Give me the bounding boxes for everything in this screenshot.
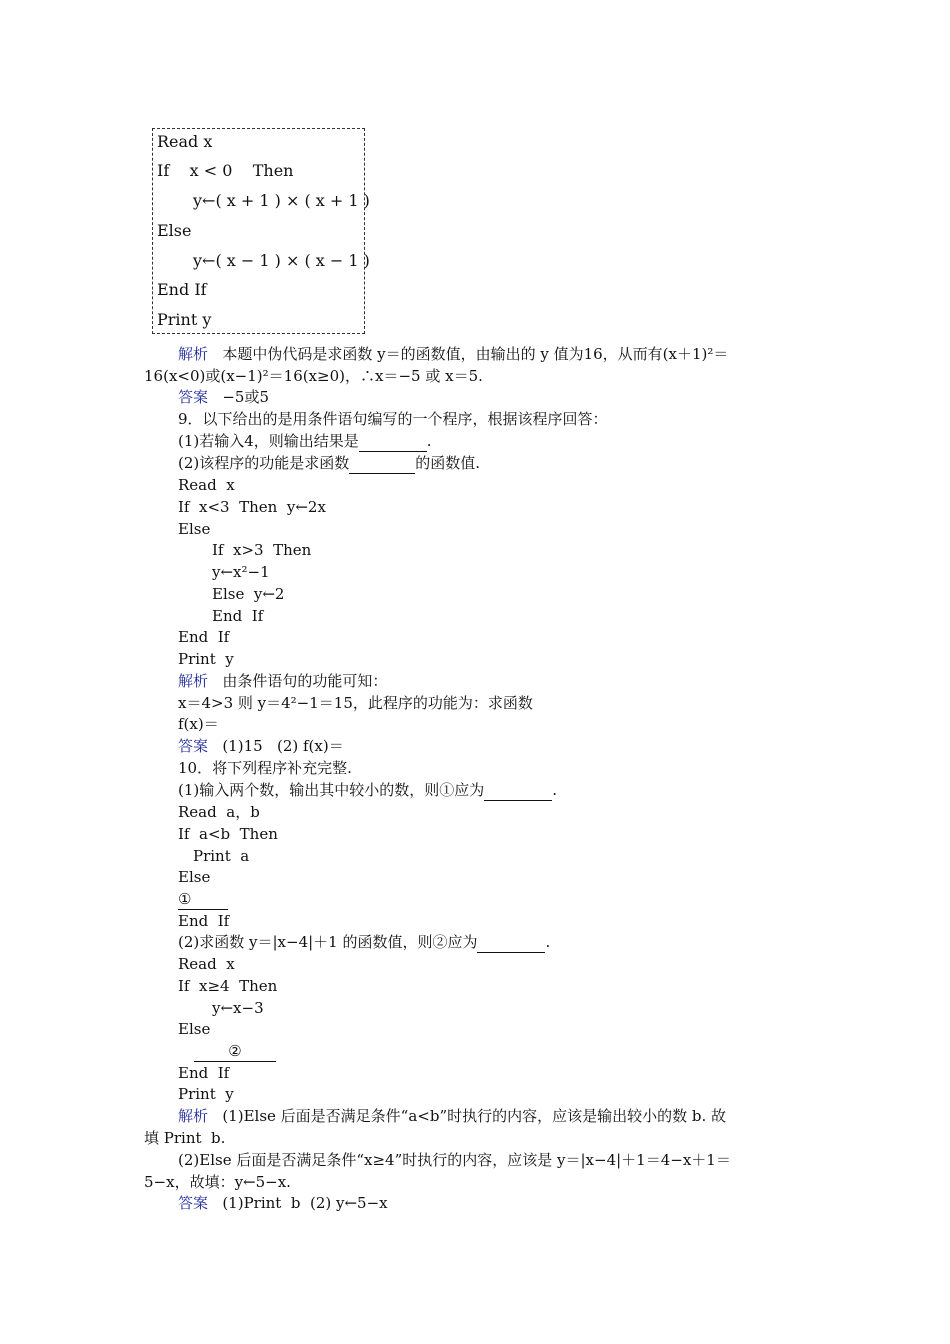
q8-answer: 答案 −5或5 [178, 388, 269, 406]
q9-analysis-line1: 解析 由条件语句的功能可知： [178, 672, 388, 690]
q10-analysis-line3: (2)Else 后面是否满足条件“x≥4”时执行的内容，应该是 y＝|x−4|＋1＝4−x＋1＝ [178, 1151, 731, 1169]
q9-code-assign: y←x²−1 [212, 563, 270, 581]
q10-analysis-line1: 解析 (1)Else 后面是否满足条件“a<b”时执行的内容，应该是输出较小的数 b. 故 [178, 1107, 727, 1125]
q10-code2-blank [194, 1041, 276, 1062]
q10-jiexi-label: 解析 [178, 1107, 209, 1125]
q10-blank-circle2: ② [194, 1041, 276, 1062]
q10-code1-else: Else [178, 868, 211, 886]
q10-code2-endif: End If [178, 1064, 230, 1082]
q9-part2: (2)该程序的功能是求函数 的函数值. [178, 454, 481, 472]
q10-part2: (2)求函数 y＝|x−4|＋1 的函数值，则②应为 . [178, 933, 551, 951]
q9-code-print: Print y [178, 650, 234, 668]
box-line-endif: End If [157, 280, 207, 299]
q10-analysis-line4: 5−x，故填：y←5−x. [144, 1173, 291, 1191]
q8-analysis-line2: 16(x<0)或(x−1)²＝16(x≥0)，∴x＝−5 或 x＝5. [144, 367, 483, 385]
q9-title: 9．以下给出的是用条件语句编写的一个程序，根据该程序回答： [178, 410, 608, 428]
q10-daan-label: 答案 [178, 1194, 209, 1212]
q10-analysis-line2: 填 Print b. [144, 1129, 226, 1147]
q9-code-inner-else: Else y←2 [212, 585, 285, 603]
q10-blank1 [484, 780, 552, 801]
q8-daan-label: 答案 [178, 388, 209, 406]
q10-code1-blank [178, 889, 228, 910]
q10-code2-else: Else [178, 1020, 211, 1038]
q10-blank-circle1: ① [178, 889, 228, 910]
q10-code2-print: Print y [178, 1085, 234, 1103]
q10-code1-read: Read a，b [178, 803, 260, 821]
q9-answer: 答案 (1)15 (2) f(x)＝ [178, 737, 344, 755]
q10-answer: 答案 (1)Print b (2) y←5−x [178, 1194, 388, 1212]
q10-title: 10．将下列程序补充完整. [178, 759, 352, 777]
q10-part1: (1)输入两个数，输出其中较小的数，则①应为 . [178, 781, 558, 799]
q8-analysis-line1: 解析 本题中伪代码是求函数 y＝的函数值，由输出的 y 值为16，从而有(x＋1)²＝ [178, 345, 729, 363]
box-line-print: Print y [157, 310, 212, 329]
q9-code-endif: End If [178, 628, 230, 646]
q10-code1-if: If a<b Then [178, 825, 278, 843]
q9-blank2 [349, 453, 415, 474]
box-line-else-assign: y←( x − 1 ) × ( x − 1 ) [193, 251, 370, 270]
box-line-read: Read x [157, 132, 213, 151]
q10-code2-read: Read x [178, 955, 235, 973]
q8-jiexi-label: 解析 [178, 345, 209, 363]
q9-code-inner-if: If x>3 Then [212, 541, 312, 559]
q10-code2-if: If x≥4 Then [178, 977, 278, 995]
q9-daan-label: 答案 [178, 737, 209, 755]
q9-jiexi-label: 解析 [178, 672, 209, 690]
box-line-if: If x < 0 Then [157, 161, 294, 180]
q9-analysis-line2: x＝4>3 则 y＝4²−1＝15，此程序的功能为：求函数 [178, 694, 533, 712]
q9-code-read: Read x [178, 476, 235, 494]
q9-code-inner-endif: End If [212, 607, 264, 625]
q9-code-else: Else [178, 520, 211, 538]
q9-code-if: If x<3 Then y←2x [178, 498, 326, 516]
box-line-then-assign: y←( x + 1 ) × ( x + 1 ) [193, 191, 370, 210]
q10-blank2 [477, 932, 545, 953]
q10-code2-assign: y←x−3 [212, 999, 264, 1017]
q10-code1-print: Print a [193, 847, 250, 865]
q9-analysis-line3: f(x)＝ [178, 715, 219, 733]
q10-code1-endif: End If [178, 912, 230, 930]
q9-part1: (1)若输入4，则输出结果是 . [178, 432, 432, 450]
q9-blank1 [359, 431, 427, 452]
box-line-else: Else [157, 221, 192, 240]
